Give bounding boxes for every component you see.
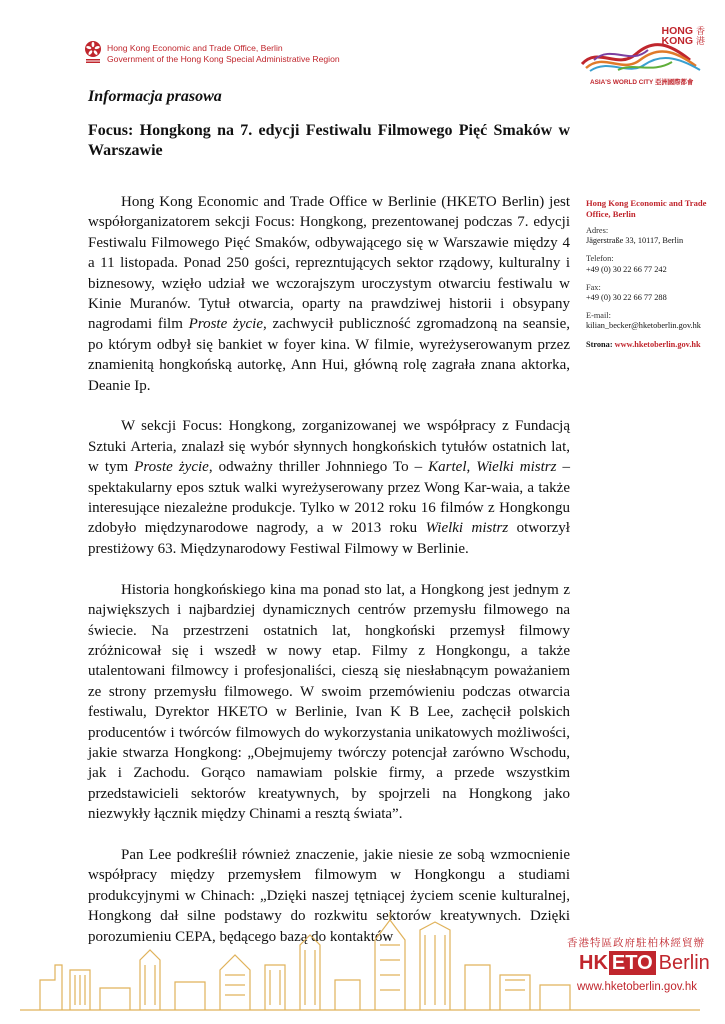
header-org-line2: Government of the Hong Kong Special Administrative Region [107,54,340,64]
p2-text-a: W sekcji Focus: Hongkong, zorganizowanej we współpracy z Fundacją Sztuki Arteria, znalazł się wybór słynnych hongkońskich tytułów ostatnich lat, w tym [88,418,570,476]
brand-hong-kong-logo [578,26,705,86]
fax-label: Fax: [586,282,601,292]
document-body [88,192,570,947]
p2-text-d: – spektakularny epos sztuk walki wyreżyserowany przez Wong Kar-waia, a także interesujące niezależne produkcje. Tylko w 2012 roku 16 filmów z Hongkongu zdobyło międzynarodowe nagrody, a w 2013 roku [88,459,571,537]
header-org-line1: Hong Kong Economic and Trade Office, Berlin [107,43,283,53]
address-label: Adres: [586,226,609,235]
contact-fax [586,283,712,303]
address-value: Jägerstraße 33, 10117, Berlin [586,236,684,246]
contact-phone [586,254,712,274]
paragraph-2 [88,416,570,559]
logo-word-kong: KONG [661,35,693,47]
brand-berlin: Berlin [658,952,710,974]
website-label: Strona: [586,339,613,349]
footer-website-link[interactable]: www.hketoberlin.gov.hk [577,981,697,993]
film-title: Kartel [428,459,467,476]
p2-text-e: otworzył prestiżowy 63. Międzynarodowy Festiwal Filmowy w Berlinie. [88,520,570,557]
p1-text-end: , zachwycił publiczność zgromadzoną na seansie, po którym odbył się bankiet w foyer kina. W filmie, wyreżyserowanym przez znamienitą hongkońską autorkę, Ann Hui, główną rolę zagrała znana aktorka, Deanie Ip. [88,316,570,394]
fax-value: +49 (0) 30 22 66 77 288 [586,293,667,303]
footer-hketo-logo [577,951,710,975]
contact-website [586,340,712,350]
film-title: Wielki mistrz [476,459,557,476]
dragon-ribbon-icon [578,40,705,76]
header-organization [107,43,340,65]
film-title: Proste życie [188,316,263,333]
phone-label: Telefon: [586,254,614,264]
film-title: Proste życie [134,459,209,476]
paragraph-1 [88,192,570,396]
contact-sidebar [586,198,712,358]
footer-chinese-name: 香港特區政府駐柏林經貿辦 [567,937,705,949]
hksar-emblem-icon [84,40,102,64]
paragraph-3: Historia hongkońskiego kina ma ponad sto lat, a Hongkong jest jednym z największych i najbardziej dynamicznych centrów przemysłu filmowego na świecie. Na przestrzeni ostatnich lat, hongkoński przemysł filmowy zróżnicował się i wszedł w nowy etap. Filmy z Hongkongu, a także utalentowani filmowcy i profesjonaliści, cieszą się niesłabnącym poważaniem ze strony przemysłu filmowego. W swoim przemówieniu podczas otwarcia festiwalu, Dyrektor HKETO w Berlinie, Ivan K B Lee, zachęcił polskich producentów i twórców filmowych do wykorzystania unikatowych możliwości, jakie stwarza Hongkong: „Obejmujemy twórczy potencjał zarówno Wschodu, jak i Zachodu. Gorąco namawiam polskie firmy, a przede wszystkim przedstawicieli sektorów kreatywnych, by spojrzeli na Hongkong jako niezwykły łącznik między Chinami a resztą świata”. [88,581,570,823]
brand-eto: ETO [609,951,656,975]
paragraph-4: Pan Lee podkreślił również znaczenie, jakie niesie ze sobą wzmocnienie współpracy między przemysłem filmowym w Hongkongu a studiami produkcyjnymi w Chinach: „Dzięki naszej tętniącej życiem scenie kulturalnej, Hongkong dał silne podstawy do rozkwitu sektorów kreatywnych. Dzięki porozumieniu CEPA, będącego bazą do kontaktów [88,846,570,945]
p2-text-b: , odważny thriller Johnniego To – [208,459,429,476]
film-title: Wielki mistrz [425,520,509,537]
document-label: Informacja prasowa [88,88,222,105]
p2-text-c: , [466,459,477,476]
sidebar-title: Hong Kong Economic and Trade Office, Berlin [586,198,707,219]
contact-email [586,311,712,331]
brand-hk: HK [579,952,608,974]
email-label: E-mail: [586,311,611,321]
website-link[interactable]: www.hketoberlin.gov.hk [614,339,701,349]
logo-word-hong: HONG [661,25,693,37]
phone-value: +49 (0) 30 22 66 77 242 [586,264,667,274]
document-title: Focus: Hongkong na 7. edycji Festiwalu Filmowego Pięć Smaków w Warszawie [88,122,570,159]
email-link[interactable]: kilian_becker@hketoberlin.gov.hk [586,321,701,331]
contact-address [586,226,712,246]
p1-text: Hong Kong Economic and Trade Office w Berlinie (HKETO Berlin) jest współorganizatorem sekcji Focus: Hongkong, prezentowanej podczas 7. edycji Festiwalu Filmowego Pięć Smaków, odbywającego się w Warszawie między 4 a 11 listopada. Ponad 250 gości, reprezntujących sektor rządowy, kulturalny i biznesowy, wzięło udział we wczorajszym uroczystym otwarciu festiwalu w Kinie Muranów. Tytuł otwarcia, oparty na prawdziwej historii i obsypany nagrodami film [88,194,570,333]
logo-tagline: ASIA'S WORLD CITY 亞洲國際都會 [590,79,694,86]
logo-char-2: 港 [695,36,705,46]
logo-char-1: 香 [695,26,705,36]
